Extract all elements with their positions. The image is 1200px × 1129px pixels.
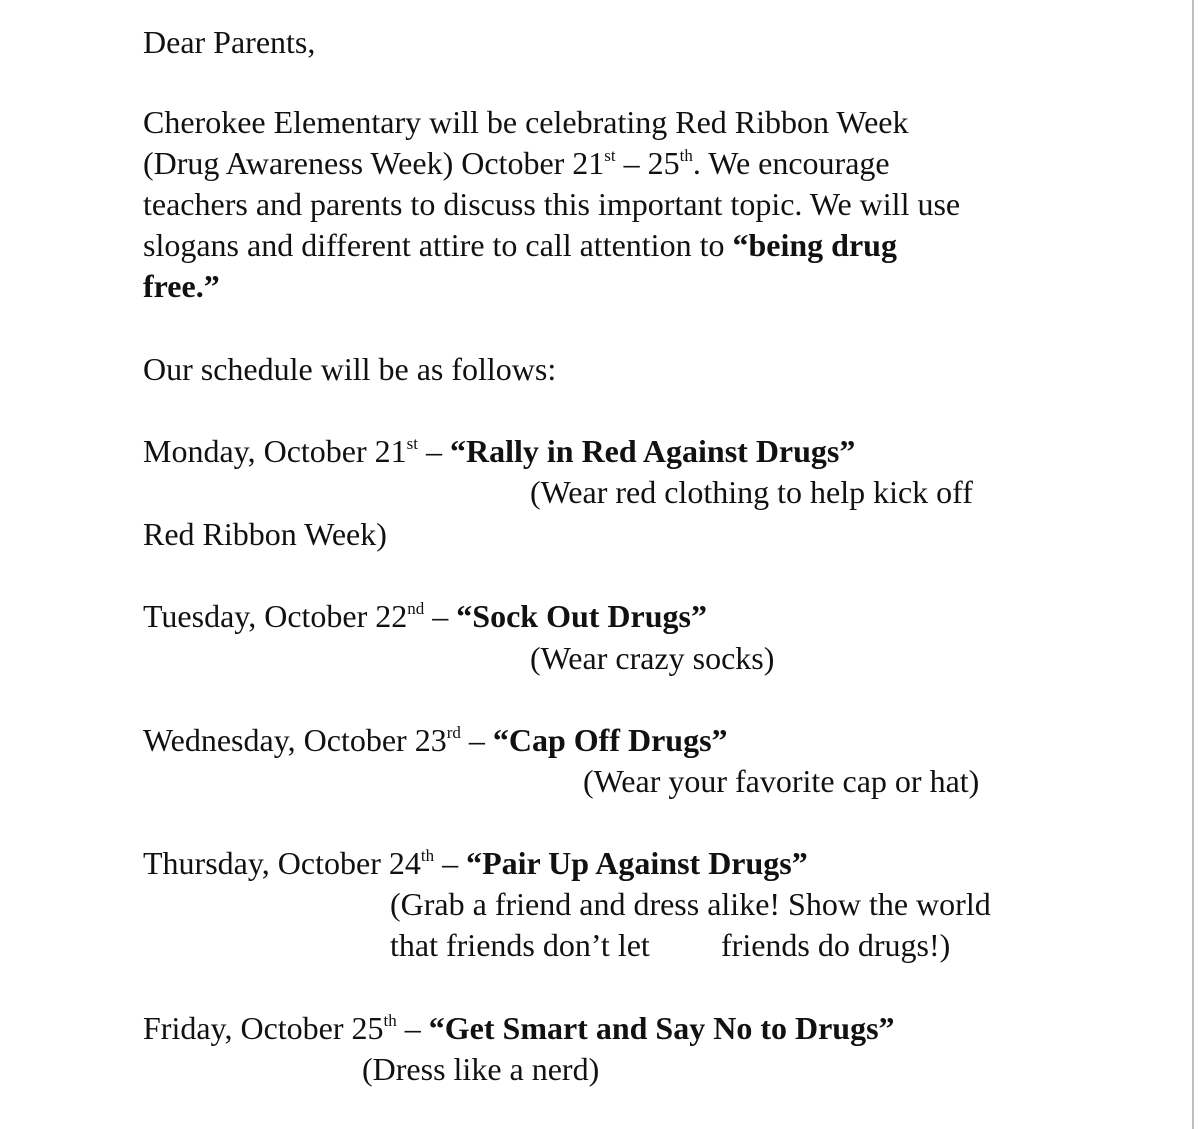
schedule-desc-friday: (Dress like a nerd) <box>362 1051 600 1087</box>
day-theme: “Pair Up Against Drugs” <box>466 845 808 881</box>
day-label: Thursday, October 24 <box>143 845 421 881</box>
day-ordinal: th <box>383 1011 397 1030</box>
day-theme: “Rally in Red Against Drugs” <box>449 433 856 469</box>
intro-line-1: Cherokee Elementary will be celebrating Red Ribbon Week <box>143 104 909 140</box>
salutation: Dear Parents, <box>143 24 316 60</box>
day-ordinal: nd <box>407 599 425 618</box>
schedule-day-wednesday <box>143 720 728 760</box>
day-dash: – <box>434 845 467 881</box>
day-dash: – <box>424 598 457 634</box>
day-theme: “Cap Off Drugs” <box>492 722 728 758</box>
schedule-desc-monday-2: Red Ribbon Week) <box>143 516 387 552</box>
intro-line-2-text-a: (Drug Awareness Week) October 21 <box>143 145 605 181</box>
schedule-intro: Our schedule will be as follows: <box>143 351 557 387</box>
schedule-desc-tuesday: (Wear crazy socks) <box>530 640 775 676</box>
schedule-day-thursday <box>143 843 808 883</box>
day-dash: – <box>460 722 493 758</box>
schedule-desc-monday-1: (Wear red clothing to help kick off <box>530 474 973 510</box>
intro-emphasis-2: free.” <box>143 268 220 304</box>
day-dash: – <box>417 433 450 469</box>
intro-line-3: teachers and parents to discuss this important topic. We will use <box>143 186 961 222</box>
day-label: Friday, October 25 <box>143 1010 384 1046</box>
schedule-desc-wednesday: (Wear your favorite cap or hat) <box>583 763 980 799</box>
day-ordinal: st <box>406 434 418 453</box>
intro-ordinal-2: th <box>679 146 693 165</box>
intro-line-4-text: slogans and different attire to call attention to <box>143 227 733 263</box>
schedule-desc-thursday-2a: that friends don’t let <box>390 927 650 963</box>
intro-emphasis-1: “being drug <box>732 227 897 263</box>
schedule-day-friday <box>143 1008 895 1048</box>
intro-line-4 <box>143 225 897 265</box>
intro-line-2 <box>143 143 890 183</box>
day-label: Wednesday, October 23 <box>143 722 447 758</box>
day-theme: “Get Smart and Say No to Drugs” <box>428 1010 895 1046</box>
intro-line-5 <box>143 266 220 306</box>
day-ordinal: th <box>420 846 435 865</box>
day-ordinal: rd <box>446 723 461 742</box>
intro-line-2-text-c: . We encourage <box>692 145 890 181</box>
intro-ordinal-1: st <box>604 146 616 165</box>
day-label: Tuesday, October 22 <box>143 598 408 634</box>
schedule-day-monday <box>143 431 855 471</box>
intro-line-2-text-b: – 25 <box>615 145 680 181</box>
schedule-desc-thursday-1: (Grab a friend and dress alike! Show the world <box>390 886 991 922</box>
day-dash: – <box>396 1010 429 1046</box>
day-label: Monday, October 21 <box>143 433 407 469</box>
day-theme: “Sock Out Drugs” <box>456 598 707 634</box>
page-edge-divider <box>1192 0 1194 1129</box>
schedule-day-tuesday <box>143 596 707 636</box>
schedule-desc-thursday-2b: friends do drugs!) <box>721 927 951 963</box>
